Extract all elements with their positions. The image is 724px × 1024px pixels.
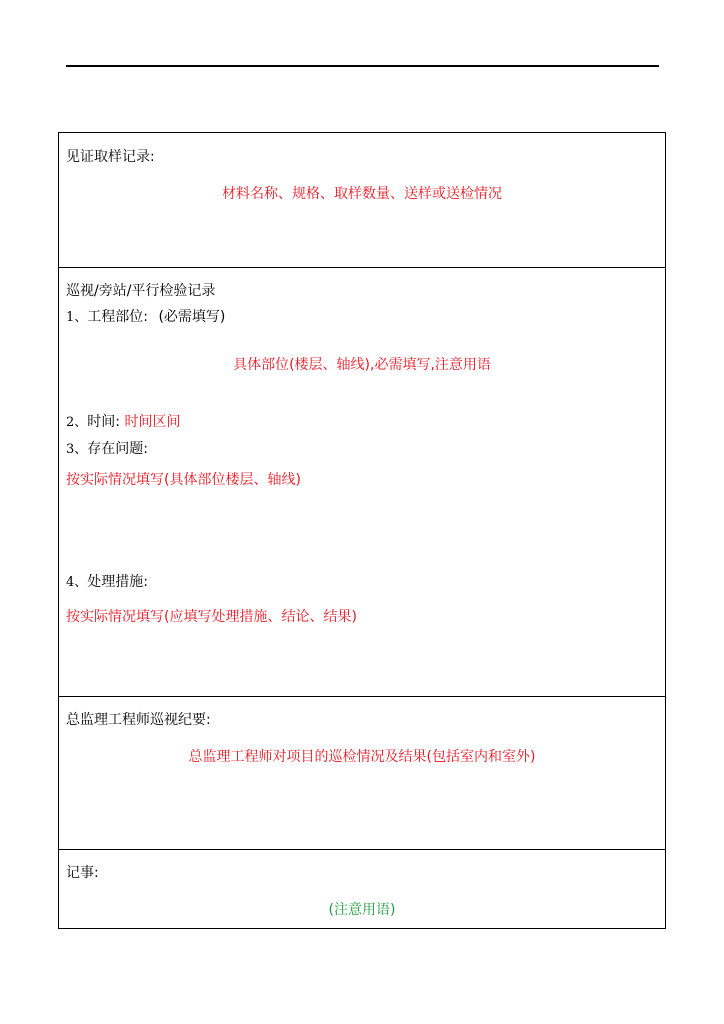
chief-summary-section (59, 697, 665, 850)
witness-sampling-section (59, 133, 665, 268)
item4-number: 4、 (66, 575, 88, 590)
item1-number: 1、 (66, 310, 88, 325)
supervision-log-table (58, 132, 666, 929)
chief-summary-heading: 总监理工程师巡视纪要: (66, 712, 211, 728)
item1-line (66, 308, 225, 327)
inspection-heading: 巡视/旁站/平行检验记录 (66, 283, 216, 299)
item1-label: 工程部位: (87, 309, 148, 325)
item2-label: 时间: (87, 414, 120, 430)
item2-value[interactable]: 时间区间 (124, 414, 181, 430)
item4-label: 处理措施: (87, 574, 148, 590)
notes-section (59, 850, 665, 928)
item3-number: 3、 (66, 442, 88, 457)
item3-line (66, 440, 148, 459)
item1-placeholder[interactable]: 具体部位(楼层、轴线),必需填写,注意用语 (233, 357, 491, 373)
chief-summary-placeholder[interactable]: 总监理工程师对项目的巡检情况及结果(包括室内和室外) (188, 749, 536, 765)
item3-label: 存在问题: (87, 441, 148, 457)
notes-placeholder[interactable]: (注意用语) (328, 902, 396, 918)
item4-line (66, 573, 148, 592)
item2-line (66, 413, 180, 432)
witness-sampling-placeholder[interactable]: 材料名称、规格、取样数量、送样或送检情况 (222, 186, 502, 202)
item1-required-note: (必需填写) (158, 309, 226, 325)
inspection-section (59, 268, 665, 697)
header-rule (66, 65, 659, 67)
witness-sampling-heading: 见证取样记录: (66, 149, 155, 165)
notes-heading: 记事: (66, 865, 99, 881)
item2-number: 2、 (66, 415, 88, 430)
item3-placeholder[interactable]: 按实际情况填写(具体部位楼层、轴线) (66, 472, 301, 488)
item4-placeholder[interactable]: 按实际情况填写(应填写处理措施、结论、结果) (66, 609, 357, 625)
